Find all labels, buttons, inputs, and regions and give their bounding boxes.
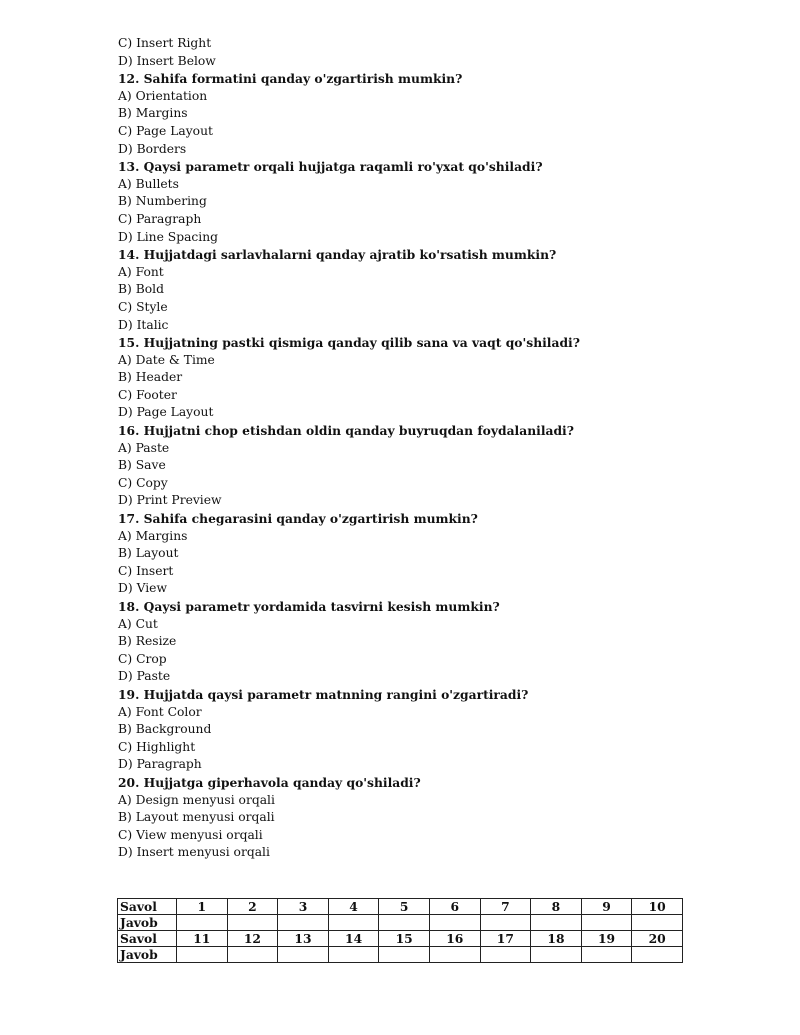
answer-cell[interactable] bbox=[429, 915, 480, 931]
answer-option: D) Italic bbox=[118, 317, 169, 332]
answer-option: D) Page Layout bbox=[118, 405, 214, 420]
question-number-cell: 17 bbox=[480, 931, 531, 947]
question-text: 18. Qaysi parametr yordamida tasvirni kesish mumkin? bbox=[118, 599, 500, 614]
answer-cell[interactable] bbox=[177, 947, 228, 963]
answer-cell[interactable] bbox=[531, 915, 582, 931]
answer-option: A) Paste bbox=[118, 440, 170, 455]
question-number-cell: 18 bbox=[531, 931, 582, 947]
answer-option: A) Cut bbox=[118, 616, 158, 631]
question-number-cell: 16 bbox=[429, 931, 480, 947]
question-number-cell: 14 bbox=[328, 931, 379, 947]
question-text: 15. Hujjatning pastki qismiga qanday qilib sana va vaqt qo'shiladi? bbox=[118, 335, 580, 351]
answer-option: C) Paragraph bbox=[118, 211, 202, 226]
question-text: 17. Sahifa chegarasini qanday o'zgartirish mumkin? bbox=[118, 511, 478, 527]
answer-option: B) Numbering bbox=[118, 194, 207, 209]
answer-cell[interactable] bbox=[227, 947, 278, 963]
answer-option: B) Background bbox=[118, 722, 212, 737]
answer-option: A) Bullets bbox=[118, 176, 179, 191]
question-text: 13. Qaysi parametr orqali hujjatga raqamli ro'yxat qo'shiladi? bbox=[118, 159, 543, 175]
answer-option: B) Header bbox=[118, 370, 183, 385]
question-number-cell: 6 bbox=[429, 899, 480, 915]
question-text: 14. Hujjatdagi sarlavhalarni qanday ajratib ko'rsatish mumkin? bbox=[118, 247, 557, 263]
answer-option: A) Margins bbox=[118, 528, 188, 543]
answer-option: C) Style bbox=[118, 299, 168, 314]
question-number-cell: 4 bbox=[328, 899, 379, 915]
answer-option: A) Orientation bbox=[118, 88, 208, 103]
question-number-cell: 7 bbox=[480, 899, 531, 915]
answer-option: D) Line Spacing bbox=[118, 229, 219, 244]
question-number-cell: 9 bbox=[581, 899, 632, 915]
answer-cell[interactable] bbox=[632, 947, 683, 963]
question-number-cell: 11 bbox=[177, 931, 228, 947]
answer-cell[interactable] bbox=[429, 947, 480, 963]
answer-cell[interactable] bbox=[379, 915, 430, 931]
question-text: 16. Hujjatni chop etishdan oldin qanday buyruqdan foydalaniladi? bbox=[118, 423, 574, 439]
question-number-cell: 19 bbox=[581, 931, 632, 947]
answer-option: D) Paragraph bbox=[118, 757, 202, 772]
table-row bbox=[118, 931, 683, 947]
answer-cell[interactable] bbox=[278, 947, 329, 963]
question-number-cell: 5 bbox=[379, 899, 430, 915]
answer-cell[interactable] bbox=[581, 947, 632, 963]
answer-option: B) Save bbox=[118, 458, 166, 473]
answer-option: D) Borders bbox=[118, 141, 187, 156]
answer-option: A) Font Color bbox=[118, 704, 202, 719]
answer-cell[interactable] bbox=[227, 915, 278, 931]
table-row bbox=[118, 915, 683, 931]
answer-option: B) Bold bbox=[118, 282, 164, 297]
answer-option: A) Font bbox=[118, 264, 164, 279]
answer-cell[interactable] bbox=[480, 915, 531, 931]
question-text: 20. Hujjatga giperhavola qanday qo'shiladi? bbox=[118, 774, 421, 790]
answer-option: A) Design menyusi orqali bbox=[118, 792, 275, 807]
javob-label: Javob bbox=[118, 915, 177, 931]
question-number-cell: 12 bbox=[227, 931, 278, 947]
answer-option: C) Page Layout bbox=[118, 123, 213, 138]
answer-option: C) Footer bbox=[118, 387, 177, 402]
answer-cell[interactable] bbox=[328, 947, 379, 963]
answer-option: A) Date & Time bbox=[118, 352, 215, 367]
answer-cell[interactable] bbox=[328, 915, 379, 931]
answer-cell[interactable] bbox=[278, 915, 329, 931]
savol-label: Savol bbox=[118, 931, 177, 947]
answer-option: C) Copy bbox=[118, 475, 168, 490]
question-text: 19. Hujjatda qaysi parametr matnning rangini o'zgartiradi? bbox=[118, 686, 529, 702]
answer-option: C) View menyusi orqali bbox=[118, 827, 263, 842]
question-number-cell: 2 bbox=[227, 899, 278, 915]
question-number-cell: 10 bbox=[632, 899, 683, 915]
javob-label: Javob bbox=[118, 947, 177, 963]
table-row bbox=[118, 947, 683, 963]
answer-cell[interactable] bbox=[177, 915, 228, 931]
question-number-cell: 15 bbox=[379, 931, 430, 947]
answer-option: D) View bbox=[118, 581, 167, 596]
answer-option: C) Insert Right bbox=[118, 36, 212, 50]
answer-option: D) Print Preview bbox=[118, 493, 222, 508]
answer-option: D) Insert menyusi orqali bbox=[118, 845, 270, 860]
answer-table bbox=[117, 898, 683, 963]
answer-option: B) Resize bbox=[118, 634, 177, 649]
question-number-cell: 20 bbox=[632, 931, 683, 947]
answer-option: B) Layout bbox=[118, 546, 179, 561]
answer-option: C) Crop bbox=[118, 651, 167, 666]
answer-cell[interactable] bbox=[379, 947, 430, 963]
answer-cell[interactable] bbox=[531, 947, 582, 963]
answer-option: D) Paste bbox=[118, 669, 171, 684]
savol-label: Savol bbox=[118, 899, 177, 915]
question-number-cell: 1 bbox=[177, 899, 228, 915]
answer-option: C) Highlight bbox=[118, 739, 196, 754]
answer-option: B) Layout menyusi orqali bbox=[118, 810, 275, 825]
question-text: 12. Sahifa formatini qanday o'zgartirish mumkin? bbox=[118, 71, 463, 87]
answer-cell[interactable] bbox=[581, 915, 632, 931]
answer-option: B) Margins bbox=[118, 106, 188, 121]
question-number-cell: 3 bbox=[278, 899, 329, 915]
table-row bbox=[118, 899, 683, 915]
answer-option: D) Insert Below bbox=[118, 53, 216, 68]
question-number-cell: 13 bbox=[278, 931, 329, 947]
question-number-cell: 8 bbox=[531, 899, 582, 915]
answer-cell[interactable] bbox=[632, 915, 683, 931]
quiz-content bbox=[118, 35, 698, 862]
answer-cell[interactable] bbox=[480, 947, 531, 963]
answer-option: C) Insert bbox=[118, 563, 174, 578]
